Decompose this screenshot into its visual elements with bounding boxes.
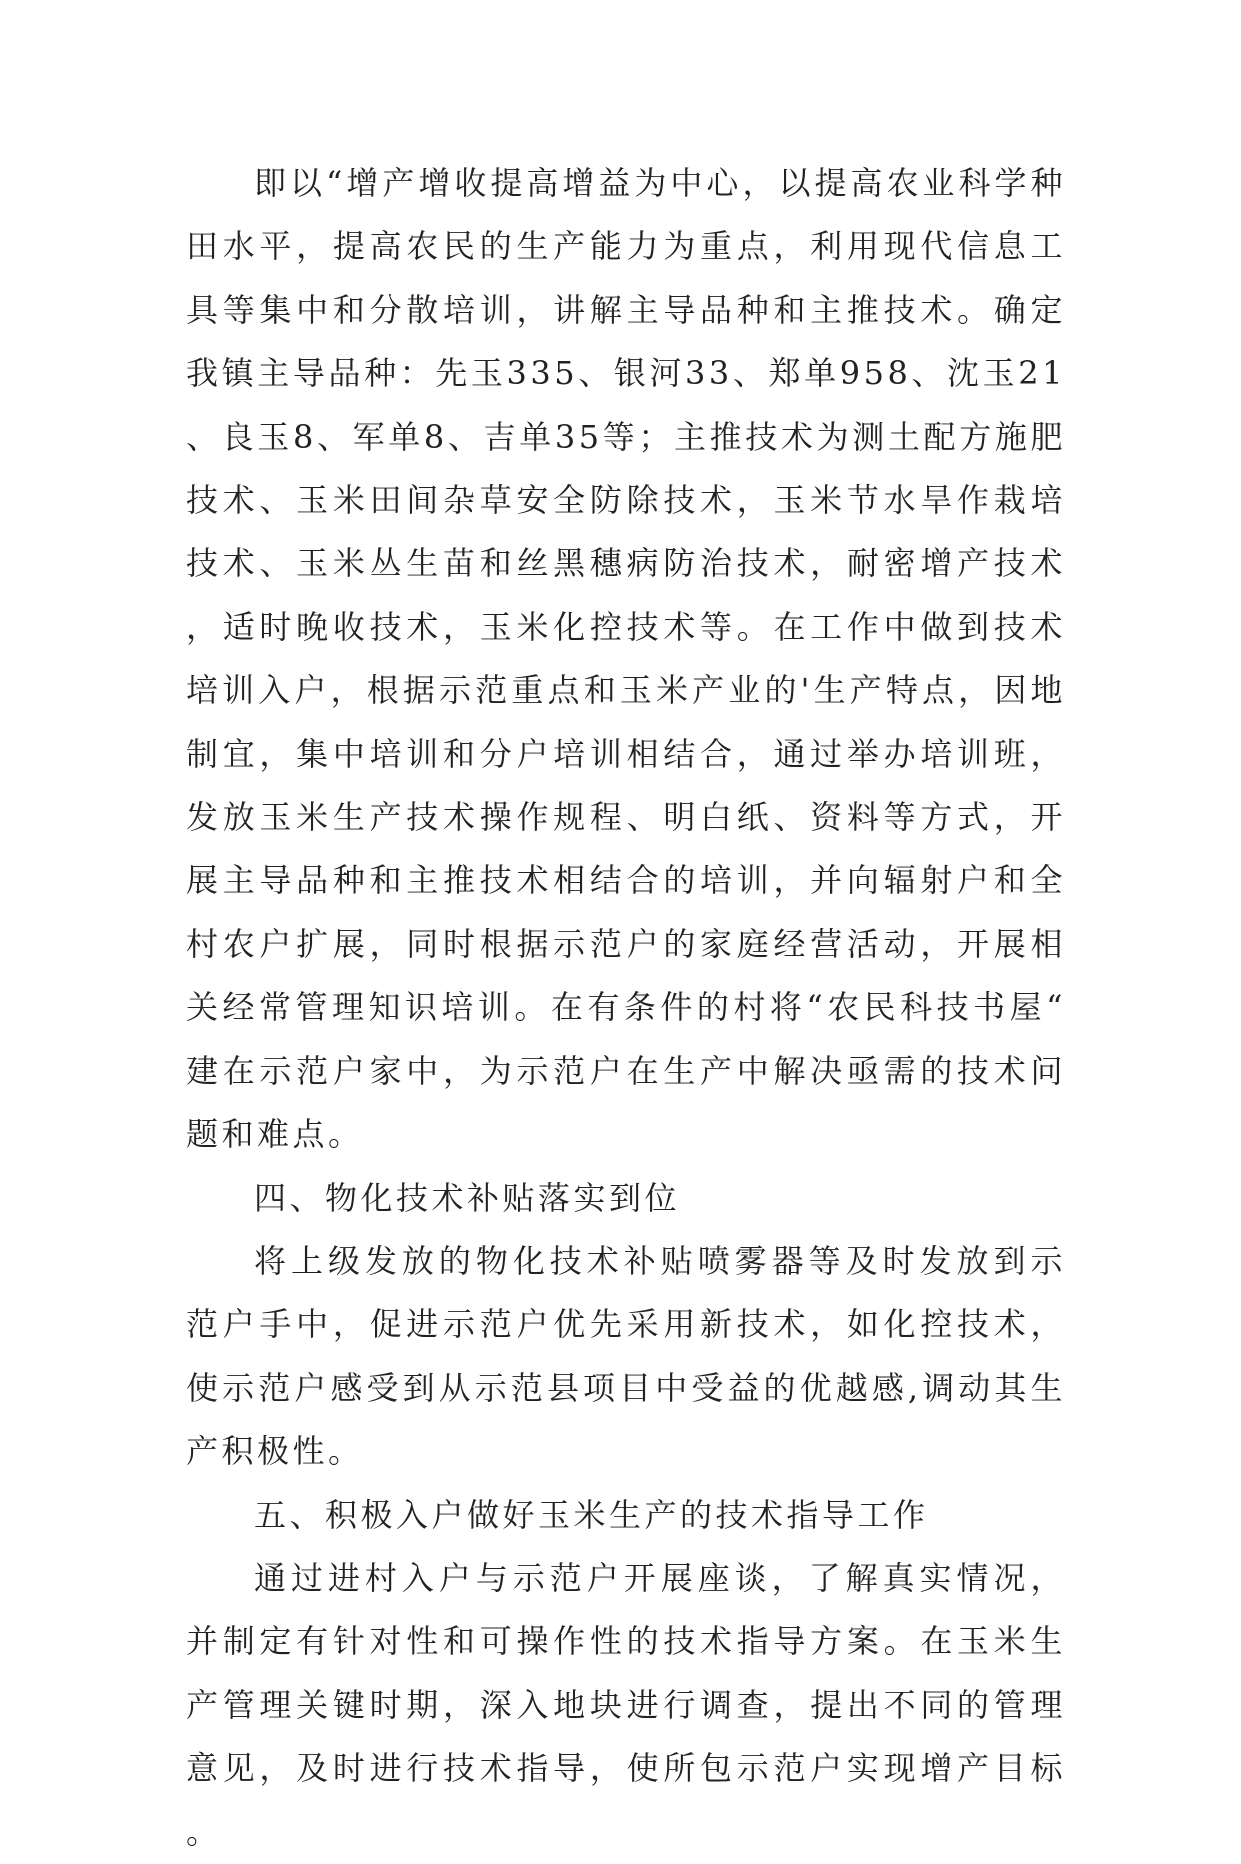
section-heading-5: 五、积极入户做好玉米生产的技术指导工作 xyxy=(254,1495,929,1534)
body-paragraph-guidance: 通过进村入户与示范户开展座谈，了解真实情况，并制定有针对性和可操作性的技术指导方案。在玉米生产管理关键时期，深入地块进行调查，提出不同的管理意见，及时进行技术指导，使所包示范户实现增产目标。 xyxy=(186,1558,1066,1851)
body-paragraph-subsidy: 将上级发放的物化技术补贴喷雾器等及时发放到示范户手中，促进示范户优先采用新技术，如化控技术，使示范户感受到从示范县项目中受益的优越感,调动其生产积极性。 xyxy=(186,1241,1066,1471)
section-heading-4: 四、物化技术补贴落实到位 xyxy=(254,1178,681,1217)
document-page xyxy=(186,152,1066,1864)
body-paragraph-training: 即以“增产增收提高增益为中心，以提高农业科学种田水平，提高农民的生产能力为重点，利用现代信息工具等集中和分散培训，讲解主导品种和主推技术。确定我镇主导品种：先玉335、银河33、郑单958、沈玉21、良玉8、军单8、吉单35等；主推技术为测土配方施肥技术、玉米田间杂草安全防除技术，玉米节水旱作栽培技术、玉米丛生苗和丝黑穗病防治技术，耐密增产技术，适时晚收技术，玉米化控技术等。在工作中做到技术培训入户，根据示范重点和玉米产业的'生产特点，因地制宜，集中培训和分户培训相结合，通过举办培训班，发放玉米生产技术操作规程、明白纸、资料等方式，开展主导品种和主推技术相结合的培训，并向辐射户和全村农户扩展，同时根据示范户的家庭经营活动，开展相关经常管理知识培训。在有条件的村将“农民科技书屋“建在示范户家中，为示范户在生产中解决亟需的技术问题和难点。 xyxy=(186,164,1066,1154)
